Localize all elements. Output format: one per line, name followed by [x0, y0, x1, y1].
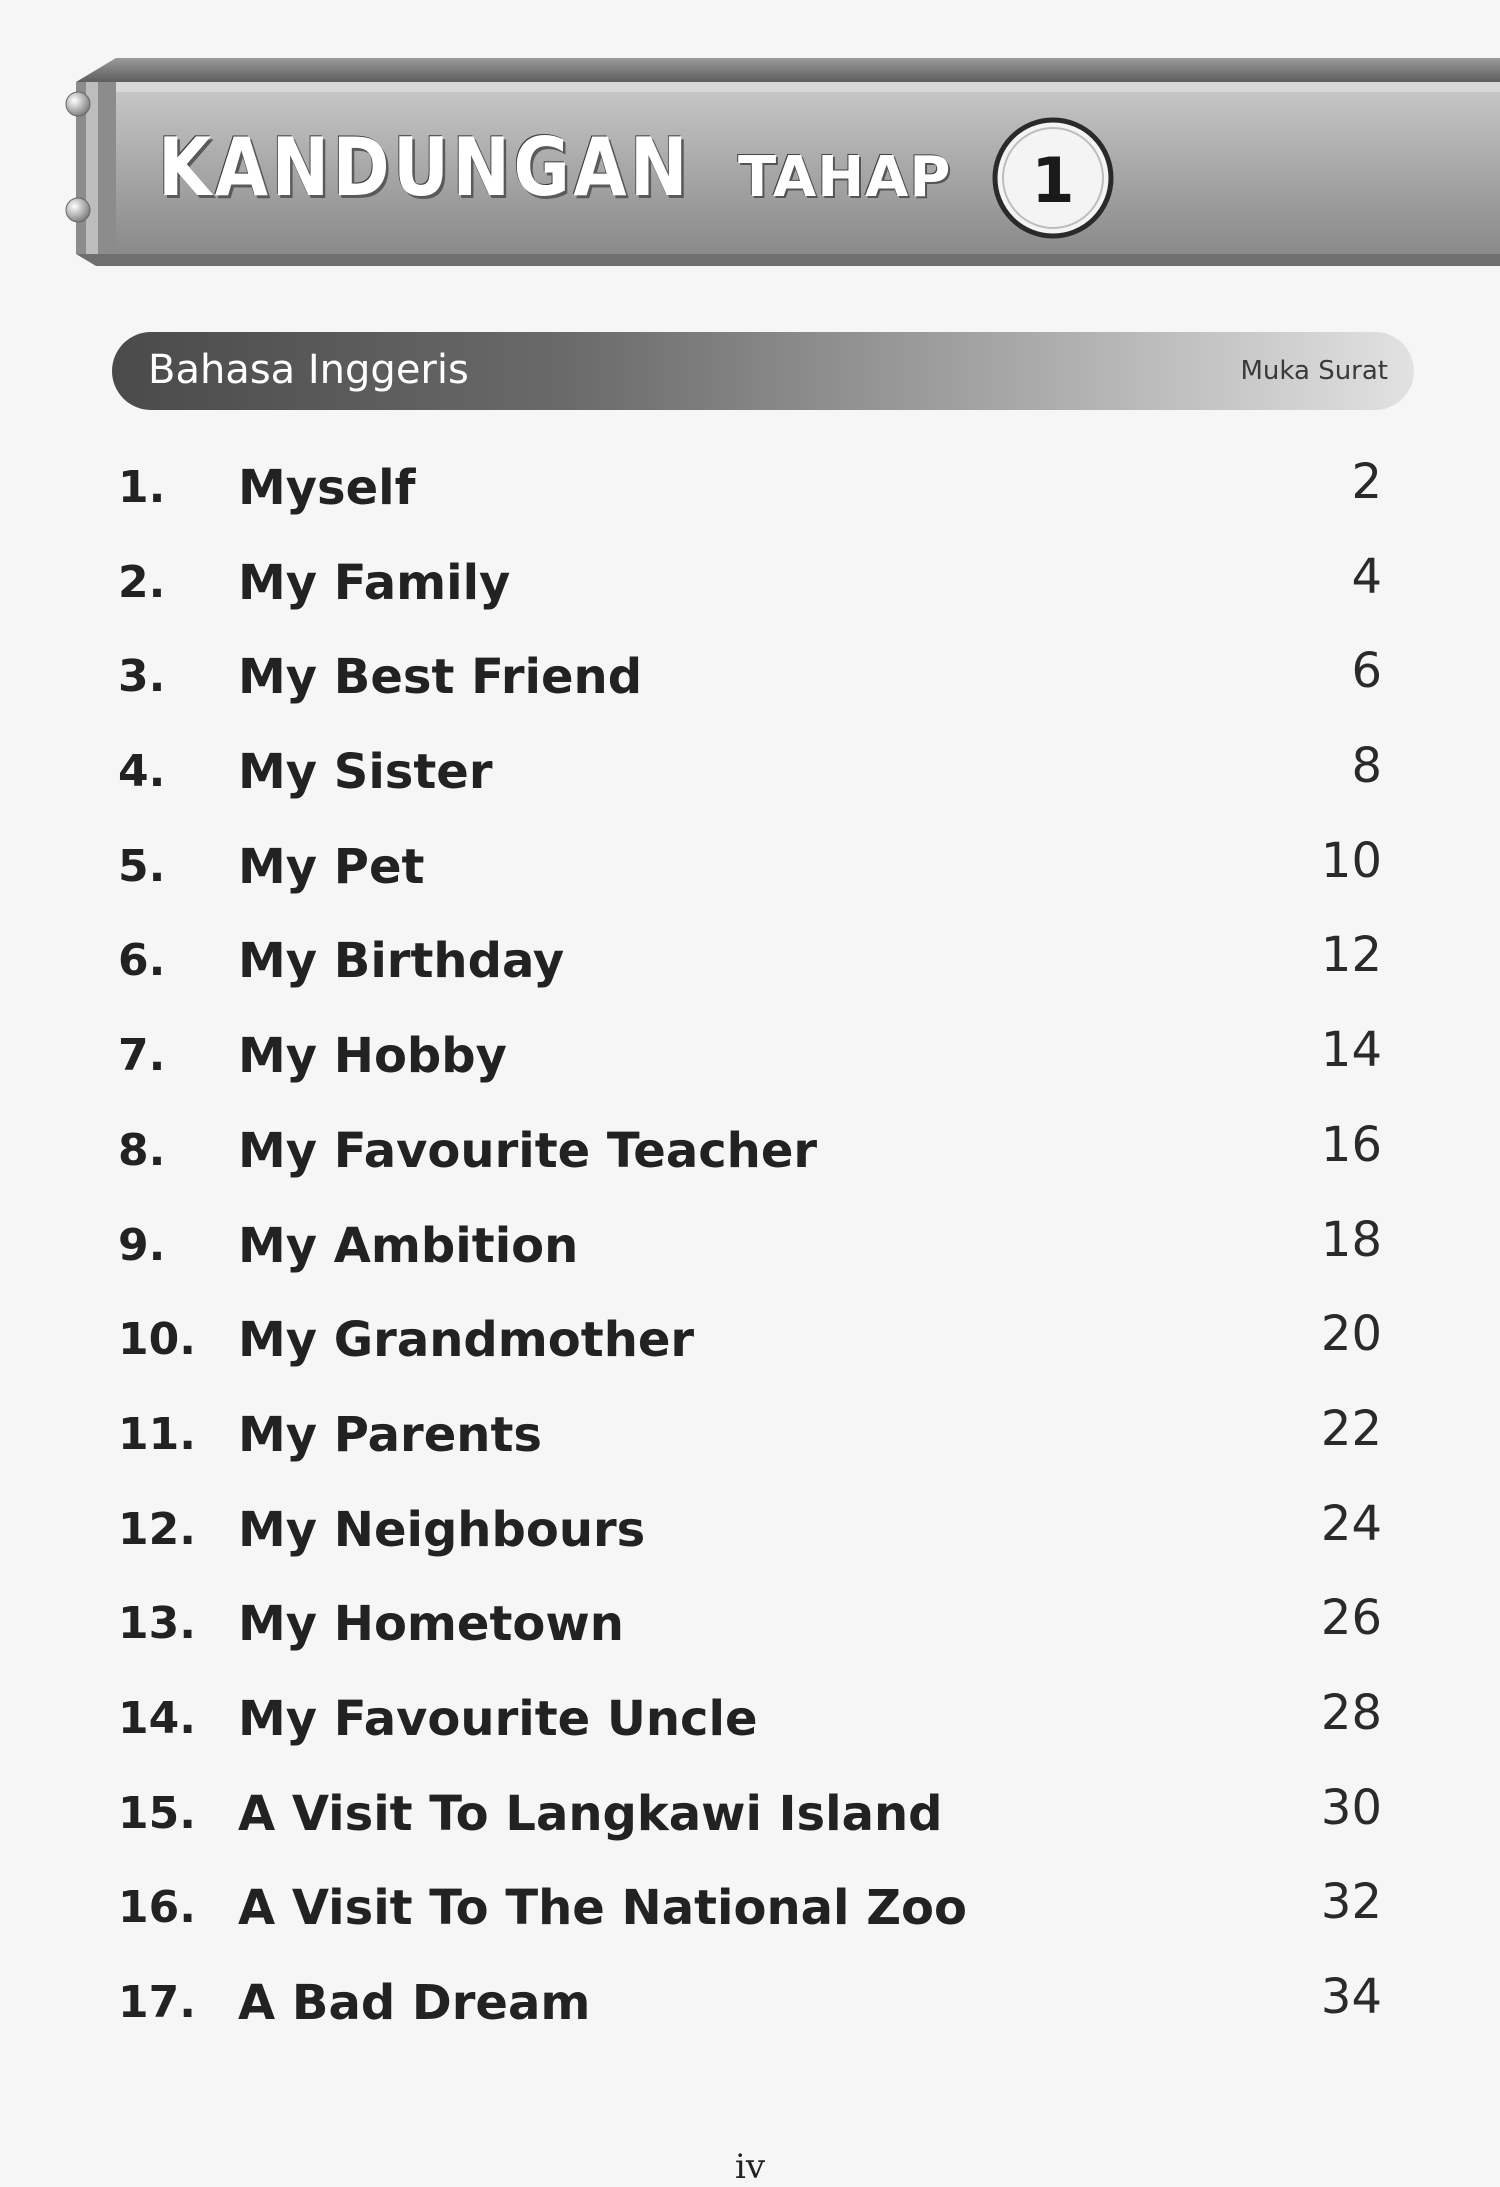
toc-item[interactable] [0, 738, 1500, 837]
toc-item-page: 34 [1320, 1969, 1382, 2025]
toc-item-number: 17. [118, 1977, 196, 2028]
toc-item-title: A Bad Dream [238, 1975, 591, 2031]
page-column-heading: Muka Surat [1240, 356, 1388, 386]
toc-item-page: 14 [1320, 1022, 1382, 1079]
toc-item[interactable] [0, 832, 1500, 932]
toc-item-title: My Parents [238, 1406, 542, 1463]
toc-item-number: 11. [118, 1408, 196, 1460]
toc-item-title: My Favourite Teacher [238, 1122, 818, 1179]
toc-item-number: 5. [118, 840, 166, 892]
toc-item-title: My Grandmother [238, 1312, 695, 1369]
toc-item-title: My Hometown [238, 1596, 624, 1653]
toc-item-title: A Visit To Langkawi Island [238, 1785, 943, 1842]
toc-item-page: 24 [1320, 1495, 1382, 1552]
toc-item-number: 12. [118, 1503, 196, 1555]
toc-item-number: 8. [118, 1124, 166, 1176]
toc-item[interactable] [0, 1495, 1500, 1595]
toc-item-number: 3. [118, 651, 166, 703]
toc-item-page: 12 [1320, 927, 1382, 984]
toc-item-number: 1. [118, 462, 166, 513]
toc-item[interactable] [0, 1969, 1500, 2068]
toc-item-title: A Visit To The National Zoo [238, 1880, 967, 1937]
section-title: Bahasa Inggeris [148, 347, 469, 393]
toc-item[interactable] [0, 1022, 1500, 1121]
toc-item-title: My Ambition [238, 1217, 579, 1274]
toc-item-page: 4 [1351, 548, 1382, 605]
toc-item[interactable] [0, 1590, 1500, 1689]
toc-item-number: 4. [118, 746, 166, 798]
toc-item-number: 10. [118, 1314, 196, 1366]
toc-item-page: 18 [1320, 1211, 1382, 1268]
toc-item-page: 8 [1351, 738, 1382, 795]
toc-item-page: 32 [1320, 1874, 1382, 1931]
toc-item[interactable] [0, 1306, 1500, 1405]
toc-item-page: 16 [1320, 1116, 1382, 1173]
toc-item-number: 14. [118, 1692, 196, 1744]
toc-item-page: 22 [1320, 1400, 1382, 1457]
toc-item-number: 7. [118, 1030, 166, 1082]
toc-item-title: My Neighbours [238, 1501, 646, 1558]
toc-item-title: My Pet [238, 838, 425, 895]
toc-item-title: My Family [238, 554, 511, 611]
table-of-contents [0, 454, 1500, 2068]
toc-item-page: 26 [1320, 1590, 1382, 1647]
toc-item-number: 15. [118, 1787, 196, 1839]
toc-item-title: Myself [238, 460, 416, 516]
toc-item[interactable] [0, 454, 1500, 553]
toc-item-page: 20 [1320, 1306, 1382, 1363]
toc-item-title: My Hobby [238, 1028, 507, 1085]
toc-item-number: 2. [118, 556, 166, 608]
toc-item[interactable] [0, 1116, 1500, 1216]
toc-item-page: 10 [1320, 832, 1382, 889]
toc-item-title: My Sister [238, 744, 493, 801]
toc-item[interactable] [0, 1684, 1500, 1784]
toc-item-page: 6 [1351, 643, 1382, 700]
toc-item[interactable] [0, 927, 1500, 1026]
toc-item[interactable] [0, 643, 1500, 742]
toc-item-number: 9. [118, 1219, 166, 1271]
toc-item-page: 28 [1320, 1684, 1382, 1741]
level-number: 1 [1031, 144, 1075, 217]
toc-item-title: My Best Friend [238, 649, 643, 706]
toc-item[interactable] [0, 1779, 1500, 1879]
toc-item-number: 16. [118, 1882, 196, 1934]
toc-item-page: 2 [1351, 454, 1382, 510]
footer-page-number: iv [734, 2147, 766, 2187]
toc-item-title: My Birthday [238, 933, 565, 990]
toc-item[interactable] [0, 1874, 1500, 1973]
toc-item-page: 30 [1320, 1779, 1382, 1836]
header-banner [0, 0, 1500, 300]
toc-item[interactable] [0, 1400, 1500, 1500]
toc-item-number: 6. [118, 935, 166, 987]
banner-subtitle: TAHAP [738, 145, 952, 210]
banner-title: KANDUNGAN [158, 121, 691, 214]
toc-item-title: My Favourite Uncle [238, 1690, 758, 1747]
toc-item[interactable] [0, 1211, 1500, 1311]
toc-item-number: 13. [118, 1598, 196, 1650]
toc-item[interactable] [0, 548, 1500, 648]
